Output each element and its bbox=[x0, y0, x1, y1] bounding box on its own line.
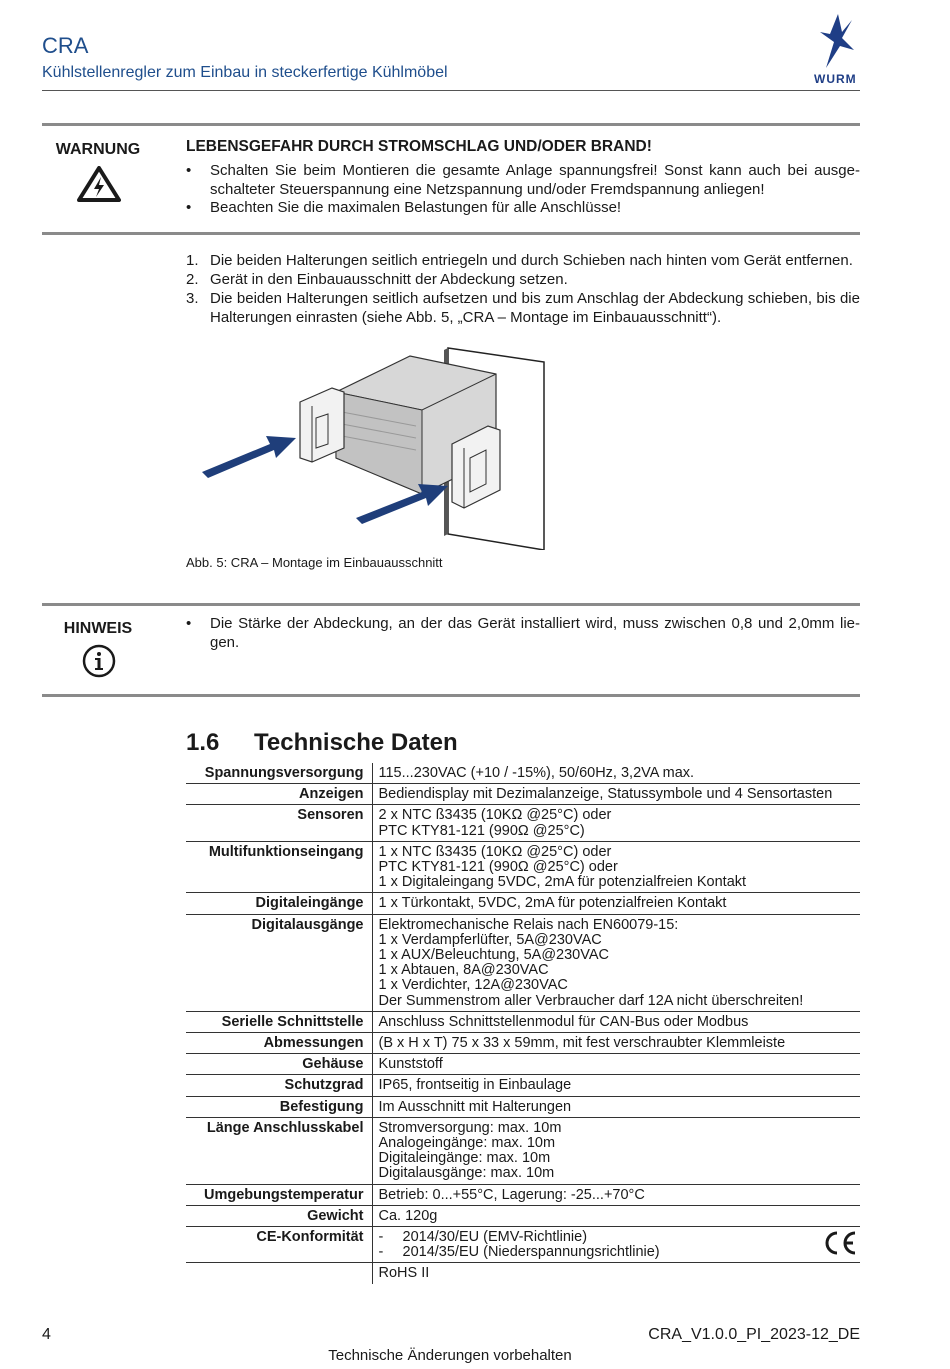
spec-key: Multifunktionseingang bbox=[186, 841, 372, 893]
spec-value-line: 1 x Abtauen, 8A@230VAC bbox=[378, 962, 549, 979]
spec-value-line: PTC KTY81-121 (990Ω @25°C) oder bbox=[378, 859, 618, 876]
spec-value bbox=[372, 1205, 860, 1226]
warning-label: WARNUNG bbox=[55, 141, 141, 158]
spec-key: Gewicht bbox=[186, 1205, 372, 1226]
spec-key bbox=[186, 1263, 372, 1284]
spec-value bbox=[372, 841, 860, 893]
spec-value-line: 1 x Verdampferlüfter, 5A@230VAC bbox=[378, 931, 602, 948]
table-row bbox=[186, 893, 860, 914]
page-number: 4 bbox=[42, 1326, 51, 1343]
notice-bullet-text: Die Stärke der Abdeckung, an der das Gerät installiert wird, muss zwischen 0,8 und 2,0mm lie-gen. bbox=[210, 615, 860, 651]
spec-value-line: Kunststoff bbox=[378, 1056, 443, 1073]
directive-text: 2014/35/EU (Niederspannungsrichtlinie) bbox=[402, 1244, 660, 1261]
spec-value bbox=[372, 1227, 860, 1263]
directive-text: 2014/30/EU (EMV-Richtlinie) bbox=[402, 1229, 588, 1246]
table-row bbox=[186, 1184, 860, 1205]
spec-key: Länge Anschlusskabel bbox=[186, 1117, 372, 1184]
spec-key: Digitaleingänge bbox=[186, 893, 372, 914]
step-text: Die beiden Halterungen seitlich aufsetzen und bis zum Anschlag der Abdeckung schieben, bis die Halterungen einrasten (siehe Abb. 5, „CRA – Montage im Einbauausschnitt“). bbox=[210, 290, 860, 326]
step-number: 2. bbox=[186, 271, 199, 288]
spec-key: Spannungsversorgung bbox=[186, 763, 372, 784]
spec-key: Serielle Schnittstelle bbox=[186, 1011, 372, 1032]
table-row bbox=[186, 763, 860, 784]
spec-value-line: IP65, frontseitig in Einbaulage bbox=[378, 1077, 572, 1094]
spec-key: Befestigung bbox=[186, 1096, 372, 1117]
table-row bbox=[186, 1054, 860, 1075]
header-divider bbox=[42, 90, 860, 91]
table-row bbox=[186, 1117, 860, 1184]
spec-value: RoHS II bbox=[378, 1265, 430, 1282]
spec-value-line: Analogeingänge: max. 10m bbox=[378, 1135, 556, 1152]
table-row bbox=[186, 784, 860, 805]
spec-value-line: 1 x AUX/Beleuchtung, 5A@230VAC bbox=[378, 947, 609, 964]
spec-value bbox=[372, 893, 860, 914]
spec-value bbox=[372, 1075, 860, 1096]
wurm-logo-mark-icon bbox=[808, 12, 864, 72]
mounting-illustration bbox=[196, 340, 556, 550]
spec-value bbox=[372, 805, 860, 841]
spec-key: Gehäuse bbox=[186, 1054, 372, 1075]
spec-value bbox=[372, 1033, 860, 1054]
wurm-logo bbox=[808, 12, 864, 88]
step-number: 3. bbox=[186, 290, 199, 307]
table-row bbox=[186, 1075, 860, 1096]
document-subtitle: Kühlstellenregler zum Einbau in steckerfertige Kühlmöbel bbox=[42, 64, 448, 81]
document-title: CRA bbox=[42, 33, 89, 58]
warning-heading: LEBENSGEFAHR DURCH STROMSCHLAG UND/ODER BRAND! bbox=[186, 138, 652, 155]
dash: - bbox=[378, 1244, 384, 1261]
spec-key: Sensoren bbox=[186, 805, 372, 841]
spec-value-line: 2 x NTC ß3435 (10KΩ @25°C) oder bbox=[378, 807, 612, 824]
spec-value bbox=[372, 1184, 860, 1205]
spec-value-line bbox=[379, 1245, 861, 1260]
table-row bbox=[186, 1011, 860, 1032]
spec-key: Umgebungstemperatur bbox=[186, 1184, 372, 1205]
spec-value bbox=[372, 1054, 860, 1075]
high-voltage-warning-icon bbox=[77, 166, 121, 202]
spec-value-line: Anschluss Schnittstellenmodul für CAN-Bus oder Modbus bbox=[378, 1013, 749, 1030]
spec-key: CE-Konformität bbox=[186, 1227, 372, 1263]
spec-value-line: Elektromechanische Relais nach EN60079-15: bbox=[378, 916, 679, 933]
spec-value bbox=[372, 784, 860, 805]
spec-value-line: Im Ausschnitt mit Halterungen bbox=[378, 1098, 572, 1115]
spec-value-line bbox=[379, 1230, 861, 1245]
step-text: Gerät in den Einbauausschnitt der Abdeckung setzen. bbox=[210, 271, 568, 288]
spec-value-line: PTC KTY81-121 (990Ω @25°C) bbox=[378, 822, 585, 839]
table-row bbox=[186, 1033, 860, 1054]
spec-value-line: 1 x Verdichter, 12A@230VAC bbox=[378, 977, 568, 994]
spec-value-line: Der Summenstrom aller Verbraucher darf 12A nicht überschreiten! bbox=[378, 992, 804, 1009]
figure-caption: Abb. 5: CRA – Montage im Einbauausschnitt bbox=[186, 555, 443, 570]
spec-value-line: (B x H x T) 75 x 33 x 59mm, mit fest verschraubter Klemmleiste bbox=[378, 1035, 786, 1052]
table-row bbox=[186, 1205, 860, 1226]
warning-bullet-text: Schalten Sie beim Montieren die gesamte Anlage spannungsfrei! Sonst kann auch bei ausge-schalteter Steuerspannung eine Netzspannung und/oder Fremdspannung anliegen! bbox=[210, 162, 860, 198]
spec-value bbox=[372, 763, 860, 784]
spec-key: Abmessungen bbox=[186, 1033, 372, 1054]
spec-value bbox=[372, 1117, 860, 1184]
table-row bbox=[186, 1227, 860, 1263]
warning-bottom-rule bbox=[42, 232, 860, 235]
table-row bbox=[186, 841, 860, 893]
spec-table bbox=[186, 763, 860, 1284]
step-number: 1. bbox=[186, 252, 199, 269]
notice-top-rule bbox=[42, 603, 860, 606]
step-text: Die beiden Halterungen seitlich entriegeln und durch Schieben nach hinten vom Gerät entfernen. bbox=[210, 252, 853, 269]
document-id: CRA_V1.0.0_PI_2023-12_DE bbox=[648, 1326, 860, 1343]
warning-top-rule bbox=[42, 123, 860, 126]
spec-key: Digitalausgänge bbox=[186, 914, 372, 1011]
spec-value bbox=[372, 1096, 860, 1117]
table-row bbox=[186, 914, 860, 1011]
spec-value-line: 115...230VAC (+10 / -15%), 50/60Hz, 3,2VA max. bbox=[378, 765, 695, 781]
section-title: Technische Daten bbox=[254, 729, 458, 756]
dash: - bbox=[378, 1229, 384, 1246]
footer-note: Technische Änderungen vorbehalten bbox=[328, 1347, 572, 1364]
spec-value-line: Ca. 120g bbox=[378, 1207, 438, 1224]
table-row bbox=[186, 1263, 860, 1284]
section-number: 1.6 bbox=[186, 729, 220, 756]
ce-mark-icon bbox=[822, 1231, 858, 1255]
spec-key: Schutzgrad bbox=[186, 1075, 372, 1096]
warning-bullet-text: Beachten Sie die maximalen Belastungen für alle Anschlüsse! bbox=[210, 199, 622, 216]
spec-value-line: Stromversorgung: max. 10m bbox=[378, 1119, 562, 1136]
spec-value-line: Bediendisplay mit Dezimalanzeige, Statussymbole und 4 Sensortasten bbox=[378, 786, 833, 803]
notice-bottom-rule bbox=[42, 694, 860, 697]
spec-value bbox=[372, 1011, 860, 1032]
spec-value-line: Digitalausgänge: max. 10m bbox=[378, 1165, 555, 1182]
notice-label: HINWEIS bbox=[63, 620, 133, 637]
spec-value-line: Digitaleingänge: max. 10m bbox=[378, 1150, 551, 1167]
spec-value-line: 1 x Digitaleingang 5VDC, 2mA für potenzialfreien Kontakt bbox=[378, 874, 747, 891]
info-icon bbox=[82, 644, 116, 678]
spec-value-line: Betrieb: 0...+55°C, Lagerung: -25...+70°C bbox=[378, 1186, 645, 1203]
section-heading bbox=[186, 729, 458, 757]
table-row bbox=[186, 1096, 860, 1117]
spec-key: Anzeigen bbox=[186, 784, 372, 805]
spec-value-line: 1 x Türkontakt, 5VDC, 2mA für potenzialfreien Kontakt bbox=[378, 895, 727, 912]
spec-value bbox=[372, 914, 860, 1011]
table-row bbox=[186, 805, 860, 841]
spec-value-line: 1 x NTC ß3435 (10KΩ @25°C) oder bbox=[378, 843, 612, 860]
logo-text: WURM bbox=[814, 72, 857, 86]
